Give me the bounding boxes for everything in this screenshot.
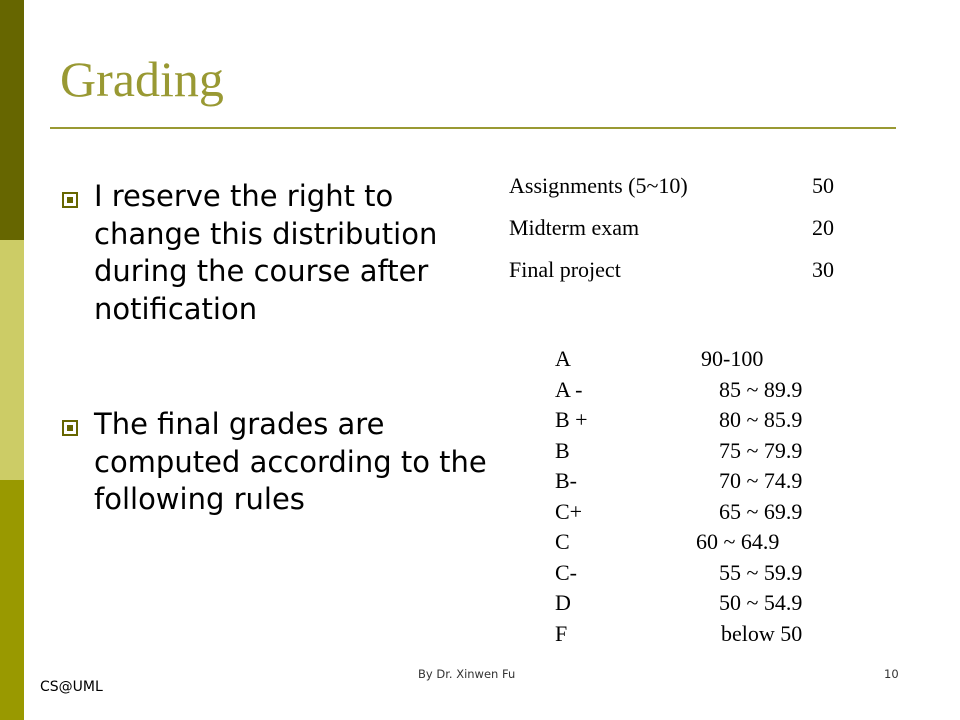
bullet-item xyxy=(60,406,500,519)
slide-title: Grading xyxy=(60,51,224,107)
grade-range: below 50 xyxy=(721,620,803,646)
grade-letter: D xyxy=(555,590,571,615)
square-bullet-icon xyxy=(62,420,78,436)
grade-range: 75 ~ 79.9 xyxy=(719,437,803,463)
distribution-points: 50 xyxy=(812,173,834,198)
grade-letter: C+ xyxy=(555,498,583,524)
bullet-text: I reserve the right to change this distribution during the course after notification xyxy=(94,179,438,326)
grade-letter: B + xyxy=(555,407,588,432)
distribution-points: 20 xyxy=(812,215,834,240)
slide-number: 10 xyxy=(884,667,899,681)
grade-range: 50 ~ 54.9 xyxy=(719,590,803,615)
grade-letter: B xyxy=(555,437,570,463)
grade-letter: A xyxy=(555,346,571,371)
grade-letter: C xyxy=(555,529,570,554)
distribution-points: 30 xyxy=(812,257,834,282)
title-divider xyxy=(50,127,896,129)
bullet-list xyxy=(60,178,500,519)
sidebar-stripe-bottom xyxy=(0,480,24,720)
bullet-text: The final grades are computed according to the following rules xyxy=(94,407,487,516)
grade-letter: A - xyxy=(555,376,583,402)
grade-letter: C- xyxy=(555,559,577,585)
grade-range: 90-100 xyxy=(701,346,764,371)
footer-author: By Dr. Xinwen Fu xyxy=(418,667,516,681)
grade-letter: F xyxy=(555,620,568,646)
distribution-item: Midterm exam xyxy=(509,215,640,240)
footer-course-label: CS@UML xyxy=(40,679,103,695)
square-bullet-icon xyxy=(62,192,78,208)
grade-letter: B- xyxy=(555,468,577,493)
grade-range: 55 ~ 59.9 xyxy=(719,559,803,585)
grade-range: 60 ~ 64.9 xyxy=(696,529,780,554)
grade-range: 80 ~ 85.9 xyxy=(719,407,803,432)
distribution-item: Assignments (5~10) xyxy=(509,173,688,198)
distribution-item: Final project xyxy=(509,257,621,282)
sidebar-stripe-middle xyxy=(0,240,24,480)
grade-range: 85 ~ 89.9 xyxy=(719,376,803,402)
grade-range: 70 ~ 74.9 xyxy=(719,468,803,493)
sidebar-stripe-top xyxy=(0,0,24,240)
grade-range: 65 ~ 69.9 xyxy=(719,498,803,524)
bullet-item xyxy=(60,178,500,328)
